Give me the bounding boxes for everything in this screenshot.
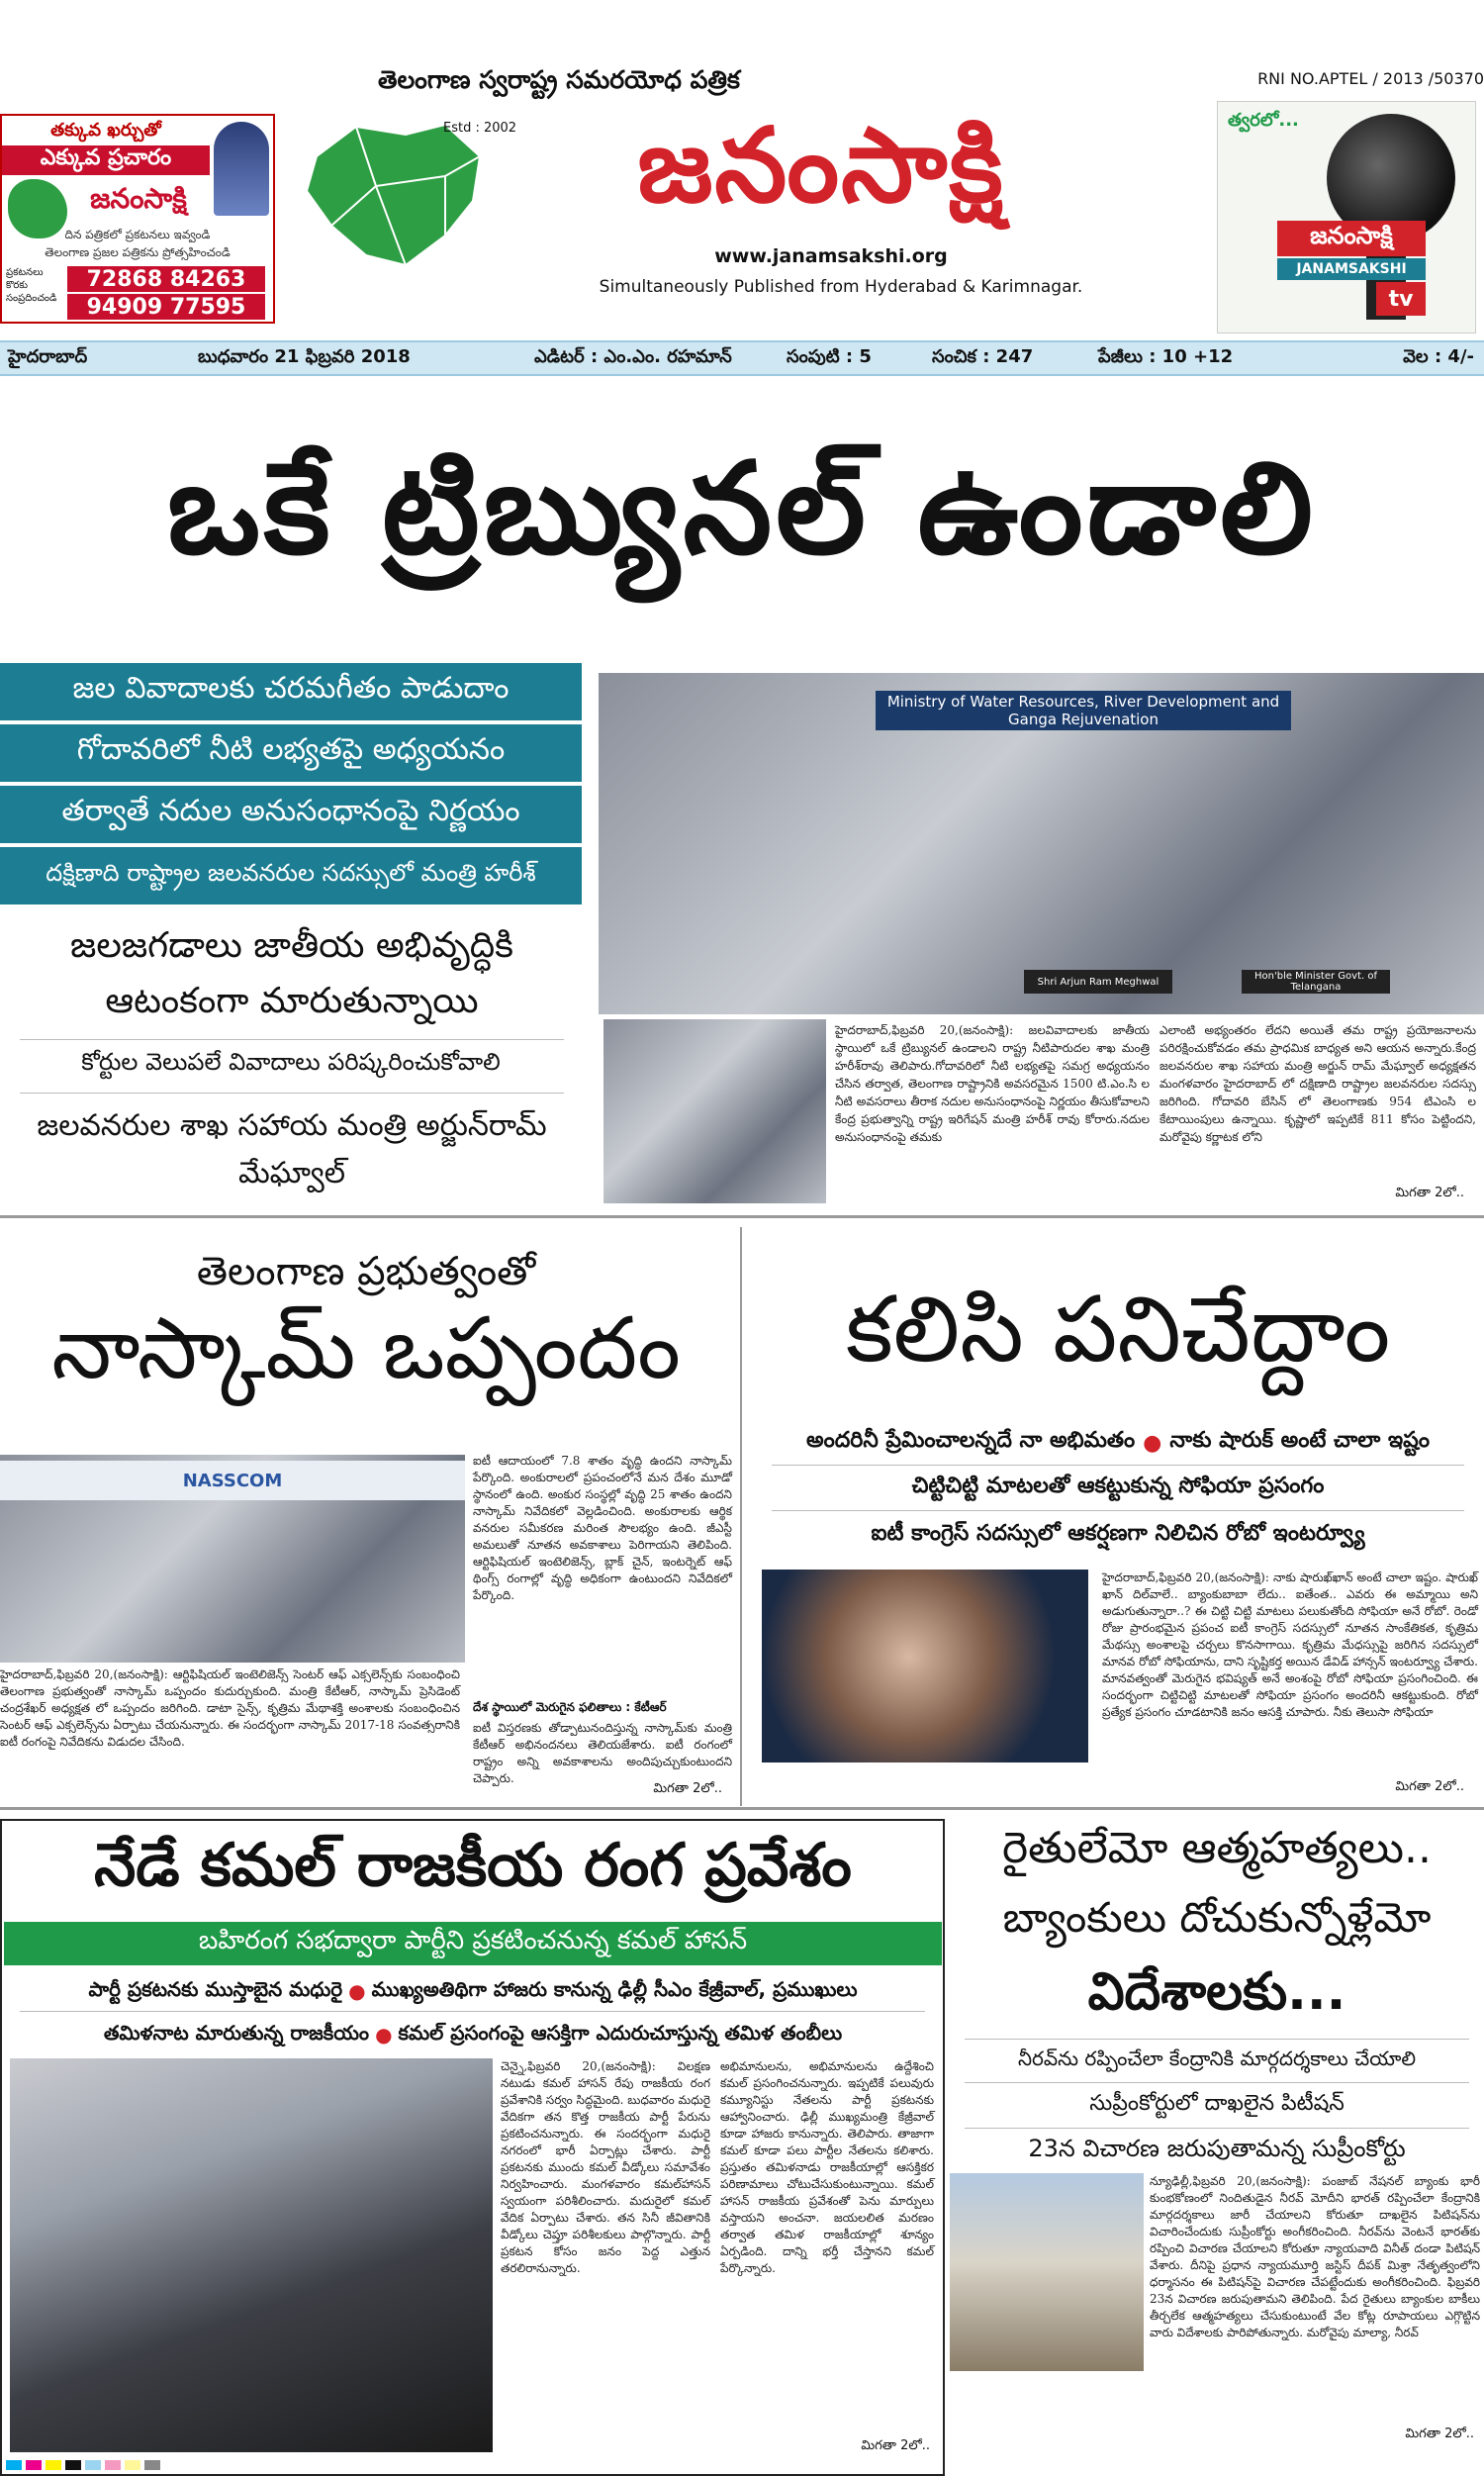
tv-sub: JANAMSAKSHI [1277,258,1426,280]
nasscom-photo [0,1455,465,1663]
lead-headline: ఒకే ట్రిబ్యునల్ ఉండాలి [167,435,1317,583]
farmers-more: మిగతా 2లో.. [1405,2427,1474,2441]
farmers-head-2: బ్యాంకులు దోచుకున్నోళ్లేమో [1002,1893,1432,1942]
bullet-icon: ● [375,2023,393,2047]
lead-body-1: హైదరాబాద్,ఫిబ్రవరి 20,(జనంసాక్షి): జలవివాదాలకు జాతీయ స్థాయిలో ఒకే ట్రిబ్యునల్ ఉండాలని రాష్ట్ర నీటిపారుదల శాఖ మంత్రి హరీశ్‌రావు తెలిపారు.గోదావరిలో నీటి లభ్యతపై సమగ్ర అధ్యయనం చేసిన తర్వాత, తెలంగాణ రాష్ట్రానికి అవసరమైన 1500 టి.ఎం.సి ల నీటి అవసరాలు తీరాక నదుల అనుసంధానంపై నిర్ణయం తీసుకోవాలని కేంద్ర ప్రభుత్వాన్ని రాష్ట్ర ఇరిగేషన్ మంత్రి హరీశ్ రావు కోరారు.నదుల అనుసంధానంపై తమకు [835,1023,1150,1144]
sophia-deck-1a: అందరినీ ప్రేమించాలన్నదే నా అభిమతం [806,1428,1136,1453]
print-color-bar [0,2460,1484,2475]
lead-photo-main [599,673,1484,1014]
divider [965,2039,1469,2040]
farmers-head-3: విదేశాలకు... [1087,1961,1346,2022]
lead-deck-1: జల వివాదాలకు చరమగీతం పాడుదాం [0,663,582,720]
divider [772,1510,1464,1511]
ad-phone1: 72868 84263 [67,266,265,292]
nasscom-body-1: హైదరాబాద్,ఫిబ్రవరి 20,(జనంసాక్షి): ఆర్టిఫిషియల్ ఇంటెలిజెన్స్ సెంటర్ ఆఫ్ ఎక్సలెన్స్‌కు సంబంధించి తెలంగాణ ప్రభుత్వంతో నాస్కామ్ ఒప్పందం కుదుర్చుకుంది. మంత్రి కేటీఆర్, నాస్కామ్ ప్రెసిడెంట్ చంద్రశేఖర్ అధ్యక్షత లో ఒప్పందం జరిగింది. డాటా సైన్స్, కృత్రిమ మేథాశక్తి అంశాలకు సంబంధించిన సెంటర్ ఆఫ్ ఎక్సలెన్స్‌ను ఏర్పాటు చేయనున్నారు. ఈ సందర్భంగా నాస్కామ్ 2017-18 సంవత్సరానికి ఐటీ రంగంపై నివేదికను విడుదల చేసింది. [0,1667,460,1749]
nameplate-2: Hon'ble Minister Govt. of Telangana [1242,970,1390,994]
supreme-court-photo [950,2173,1144,2371]
column-rule [740,1227,742,1806]
farmers-deck-2: సుప్రీంకోర్టులో దాఖలైన పిటీషన్ [1089,2091,1345,2116]
website-url: www.janamsakshi.org [714,245,948,267]
kamal-bullet-1a: పార్టీ ప్రకటనకు ముస్తాబైన మధురై [88,1976,343,2001]
lead-deck-2: గోదావరిలో నీటి లభ్యతపై అధ్యయనం [0,724,582,782]
lead-photo-small [603,1019,826,1203]
rni-number: RNI NO.APTEL / 2013 /50370 [1257,69,1484,88]
photo-banner: Ministry of Water Resources, River Development and Ganga Rejuvenation [876,691,1291,730]
published-from: Simultaneously Published from Hyderabad & Karimnagar. [599,277,1083,297]
kamal-headline: నేడే కమల్ రాజకీయ రంగ ప్రవేశం [94,1831,852,1900]
ad-brand: జనంసాక్షి [90,182,187,215]
dateline-price: వెల : 4/- [1403,345,1474,367]
lead-deck-3: తర్వాతే నదుల అనుసంధానంపై నిర్ణయం [0,786,582,843]
sophia-photo [762,1570,1088,1762]
farmers-head-1: రైతులేమో ఆత్మహత్యలు.. [1002,1823,1432,1873]
kamal-bullets-1 [4,1973,942,2009]
masthead-title: జనంసాక్షి [637,105,1005,226]
tv-promo-text: త్వరలో... [1228,110,1299,131]
lead-quote-2: కోర్టుల వెలుపలే వివాదాలు పరిష్కరించుకోవాలి [81,1048,501,1076]
tv-label: tv [1376,282,1426,316]
lead-quote-3: జలవనరుల శాఖ సహాయ మంత్రి అర్జున్‌రామ్ మేఘ్వాల్ [37,1108,547,1190]
kamal-body-2: అభిమానులను, అభిమానులను ఉద్దేశించి కమల్ ప్రసంగించనున్నారు. ఇప్పటికే పలువురు కమ్యూనిస్టు నేతలను పార్టీ ప్రకటనకు ఆహ్వానించారు. ఢిల్లీ ముఖ్యమంత్రి కేజ్రీవాల్ కూడా హాజరు కానున్నారు. తెలిపారు. తాజాగా కమల్ కూడా పలు పార్టీల నేతలను కలిశారు. ప్రస్తుతం తమిళనాడు రాజకీయాల్లో ఆసక్తికర పరిణామాలు చోటుచేసుకుంటున్నాయి. కమల్ హాసన్ రాజకీయ ప్రవేశంతో పెను మార్పులు వస్తాయని అంచనా. జయలలిత మరణం తర్వాత తమిళ రాజకీయాల్లో శూన్యం ఏర్పడింది. దాన్ని భర్తీ చేస్తానని కమల్ పేర్కొన్నారు. [720,2059,934,2275]
section-rule [0,1215,1484,1218]
kamal-bullets-2 [4,2017,942,2052]
nasscom-headline: నాస్కామ్ ఒప్పందం [51,1298,681,1398]
lead-more: మిగతా 2లో.. [1395,1186,1464,1200]
dateline-date: బుధవారం 21 ఫిబ్రవరి 2018 [198,345,411,367]
nasscom-kicker: తెలంగాణ ప్రభుత్వంతో [196,1249,536,1294]
divider [965,2128,1469,2129]
nasscom-backdrop-text: NASSCOM [0,1461,465,1500]
farmers-body: న్యూఢిల్లీ,ఫిబ్రవరి 20,(జనంసాక్షి): పంజాబ్ నేషనల్ బ్యాంకు భారీ కుంభకోణంలో నిందితుడైన నీరవ్ మోదీని భారత్‌ రప్పించేలా కేంద్రానికి మార్గదర్శకాలు జారీ చేయాలని కోరుతూ దాఖలైన పిటిషన్‌ను విచారించేందుకు సుప్రీంకోర్టు అంగీకరించింది. నీరవ్‌ను వెంటనే భారత్‌కు రప్పించి విచారణ చేయాలని కోరుతూ న్యాయవాది వినీత్ దండా పిటిషన్ వేశారు. దీనిపై ప్రధాన న్యాయమూర్తి జస్టిస్ దీపక్ మిశ్రా నేతృత్వంలోని ధర్మాసనం ఈ పిటిషన్‌పై విచారణ చేపట్టేందుకు అంగీకరించింది. ఫిబ్రవరి 23న విచారణ జరుపుతామని తెలిపింది. పేద రైతులు బ్యాంకుల బాకీలు తీర్చలేక ఆత్మహత్యలు చేసుకుంటుంటే వేల కోట్ల రూపాయలు ఎగ్గొట్టిన వారు విదేశాలకు పారిపోతున్నారు. మరోవైపు మాల్యా, నీరవ్ [1150,2174,1480,2339]
ad-line2: ఎక్కువ ప్రచారం [2,145,210,175]
estd-label: Estd : 2002 [443,121,517,136]
dateline-city: హైదరాబాద్ [8,345,88,367]
tagline: తెలంగాణ స్వరాష్ట్ర సమరయోధ పత్రిక [378,65,740,94]
divider [20,1039,564,1040]
ad-phone2: 94909 77595 [67,294,265,320]
kamal-bullet-2b: కమల్ ప్రసంగంపై ఆసక్తిగా ఎదురుచూస్తున్న తమిళ తంబీలు [398,2020,843,2045]
kamal-photo [10,2058,493,2452]
dateline-issue: సంచిక : 247 [932,345,1034,367]
sophia-body: హైదరాబాద్,ఫిబ్రవరి 20,(జనంసాక్షి): నాకు షారుఖ్‌ఖాన్ అంటే చాలా ఇష్టం. షారుఖ్ ఖాన్ దిల్‌వాలే.. బ్యాంకుబాబా లేదు.. ఐతేంత.. ఎవరు ఈ అమ్మాయి అని అడుగుతున్నారా..? ఈ చిట్టి చిట్టి మాటలు పలుకుతోంది సోఫియా అనే రోబో. రెండో రోజు ప్రారంభమైన ప్రపంచ ఐటీ కాంగ్రెస్ సదస్సులో నూతన సాంకేతికత, కృత్రిమ మేథస్సు అంశాలపై చర్చలు కొనసాగాయి. కృత్రిమ మేధస్సుపై జరిగిన సదస్సులో మానవ రోబో సోఫియాను, దాని సృష్టికర్త అయిన డేవిడ్ హాన్సన్ ఇంటర్వ్యూ చేశారు. మానవత్వంతో మెరుగైన భవిష్యత్ అనే అంశంపై రోబో సోఫియా ప్రసంగించింది. ఈ సందర్భంగా చిట్టిచిట్టి మాటలతో సోఫియా ప్రసంగం అందరినీ ఆకట్టుకుంది. రోబో ప్రత్యేక ప్రసంగం చూడటానికి జనం ఆసక్తి చూపారు. నీకు తెలుసా సోఫియా [1102,1571,1478,1719]
dateline-volume: సంపుటి : 5 [787,345,872,367]
kamal-body-1: చెన్నై,ఫిబ్రవరి 20,(జనంసాక్షి): విలక్షణ నటుడు కమల్ హాసన్ రేపు రాజకీయ రంగ ప్రవేశానికి సర్వం సిద్ధమైంది. బుధవారం మధురై వేదికగా తన కొత్త రాజకీయ పార్టీ పేరును ప్రకటించనున్నారు. ఈ సందర్భంగా మధురై నగరంలో భారీ ఏర్పాట్లు చేశారు. పార్టీ ప్రకటనకు ముందు కమల్ వీడ్కోలు సమావేశం నిర్వహించారు. మంగళవారం కమల్‌హాసన్ స్వయంగా పరిశీలించారు. మదురైలో కమల్ వేదిక ఏర్పాటు చేశారు. తన సినీ జీవితానికి వీడ్కోలు చెప్తూ పరిశీలకులు పాల్గొన్నారు. పార్టీ ప్రకటన కోసం జనం పెద్ద ఎత్తున తరలిరానున్నారు. [501,2059,710,2275]
kamal-more: మిగతా 2లో.. [861,2438,930,2453]
dateline-pages: పేజీలు : 10 +12 [1098,345,1234,367]
sophia-deck-1 [752,1425,1484,1461]
sophia-deck-2: చిట్టిచిట్టి మాటలతో ఆకట్టుకున్న సోఫియా ప్రసంగం [911,1474,1325,1498]
nasscom-subhead: దేశ స్థాయిలో మెరుగైన ఫలితాలు : కేటీఆర్ [473,1700,667,1714]
nasscom-body-2: ఐటీ ఆదాయంలో 7.8 శాతం వృద్ధి ఉందని నాస్కామ్ పేర్కొంది. అంకురాలలో ప్రపంచంలోనే మన దేశం మూడో స్థానంలో ఉంది. అంకుర సంస్థల్లో వృద్ధి 25 శాతం ఉందని నాస్కామ్ నివేదికలో వెల్లడించింది. అంకురాలకు ఆర్థిక వనరుల సమీకరణ మరింత సౌలభ్యం ఉంది. జీఎస్టీ అమలుతో నూతన అవకాశాలు పెరిగాయని తెలిపింది. ఆర్టిఫిషియల్ ఇంటెలిజెన్స్, బ్లాక్ చైన్, ఇంటర్నెట్ ఆఫ్ థింగ్స్ రంగాల్లో వృద్ధి అధికంగా ఉంటుందని నివేదికలో పేర్కొంది. [473,1454,732,1602]
dateline-bar [0,340,1484,376]
farmers-deck-3: 23న విచారణ జరుపుతామన్న సుప్రీంకోర్టు [1028,2135,1406,2162]
ad-line1: తక్కువ ఖర్చుతో [50,119,161,141]
bullet-icon: ● [1143,1430,1162,1456]
divider [772,1465,1464,1466]
divider [20,2011,925,2012]
ad-box-left [0,114,275,324]
sophia-headline: కలిసి పనిచేద్దాం [845,1277,1391,1382]
ad-line4: తెలంగాణ ప్రజల పత్రికను ప్రోత్సహించండి [45,244,231,259]
kamal-bullet-2a: తమిళనాట మారుతున్న రాజకీయం [103,2020,370,2045]
farmers-deck-1: నీరవ్‌ను రప్పించేలా కేంద్రానికి మార్గదర్శకాలు చేయాలి [1017,2046,1417,2070]
person-illustration [214,122,269,216]
divider [20,1093,564,1094]
tv-brand: జనంసాక్షి [1277,221,1426,256]
lead-body-2: ఎలాంటి అభ్యంతరం లేదని అయితే తమ రాష్ట్ర ప్రయోజనాలను పరిరక్షించుకోవడం తమ ప్రాధమిక బాధ్యత అని ఆయన అన్నారు.కేంద్ర జలవనరుల శాఖ సహాయ మంత్రి అర్జున్ రామ్ మేఘ్వాల్ అధ్యక్షతన మంగళవారం హైదరాబాద్ లో దక్షిణాది రాష్ట్రాల జలవనరుల సదస్సు జరిగింది. గోదావరి బేసిన్ లో తెలంగాణకు 954 టిఎంసి ల కేటాయింపులు ఉన్నాయి. కృష్ణాలో ఇప్పటికే 811 కోసం పెట్టిందని, మరోవైపు కర్ణాటక లోని [1159,1023,1476,1144]
lead-quote-1: జలజగడాలు జాతీయ అభివృద్ధికి ఆటంకంగా మారుతున్నాయి [70,925,513,1021]
ad-line3: దిన పత్రికలో ప్రకటనలు ఇవ్వండి [64,227,211,241]
tv-promo [1217,101,1476,333]
ad-phone-label: ప్రకటనలు కొరకు సంప్రదించండి [6,267,57,304]
nasscom-more: మిగతా 2లో.. [653,1781,722,1796]
kamal-deck: బహిరంగ సభద్వారా పార్టీని ప్రకటించనున్న కమల్ హాసన్ [4,1922,942,1965]
kamal-bullet-1b: ముఖ్యఅతిథిగా హాజరు కానున్న ఢిల్లీ సీఎం కేజ్రీవాల్, ప్రముఖులు [371,1976,858,2001]
dateline-editor: ఎడిటర్ : ఎం.ఎం. రహమాన్ [534,345,732,367]
sophia-more: మిగతా 2లో.. [1395,1779,1464,1794]
nameplate-1: Shri Arjun Ram Meghwal [1024,970,1172,994]
bullet-icon: ● [348,1979,366,2003]
sophia-deck-1b: నాకు షారుక్ అంటే చాలా ఇష్టం [1169,1428,1430,1453]
nasscom-body-3: ఐటీ విస్తరణకు తోడ్పాటునందిస్తున్న నాస్కామ్‌కు మంత్రి కేటీఆర్ అభినందనలు తెలియజేశారు. ఐటీ రంగంలో రాష్ట్రం అన్ని అవకాశాలను అందిపుచ్చుకుంటుందని చెప్పారు. [473,1721,732,1785]
lead-deck-4: దక్షిణాది రాష్ట్రాల జలవనరుల సదస్సులో మంత్రి హరీశ్ [0,847,582,905]
section-rule [0,1807,1484,1810]
sophia-deck-3: ఐటీ కాంగ్రెస్ సదస్సులో ఆకర్షణగా నిలిచిన రోబో ఇంటర్వ్యూ [871,1521,1365,1546]
divider [965,2082,1469,2083]
